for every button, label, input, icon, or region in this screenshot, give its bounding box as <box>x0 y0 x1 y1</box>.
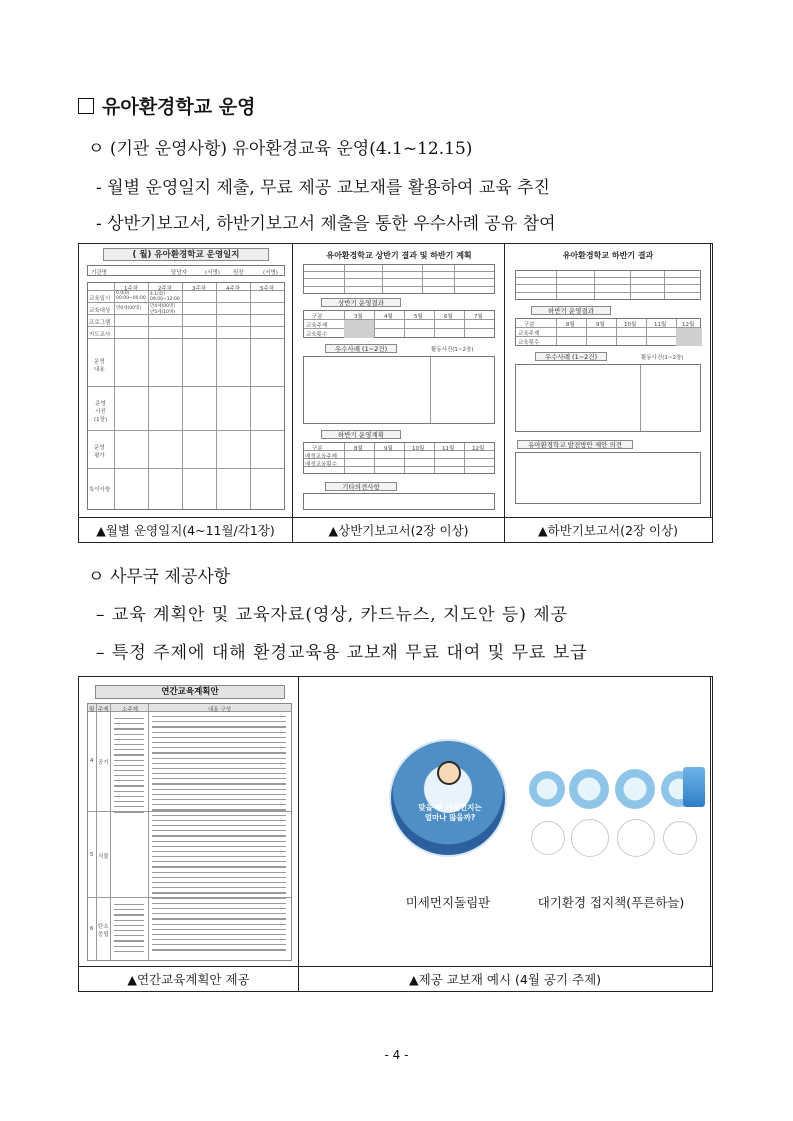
half2-month-8: 8월 <box>566 322 575 328</box>
half1-plan-month-8: 8월 <box>354 446 363 452</box>
annual-plan-thumbnail <box>79 677 299 967</box>
half2-month-label: 구분 <box>524 322 535 328</box>
log-row-photo: 운영 사진 (1장) <box>94 401 108 423</box>
half2-month-10: 10월 <box>624 322 637 328</box>
half1-month-5: 5월 <box>414 314 423 320</box>
half2-month-11: 11월 <box>654 322 667 328</box>
materials-figure <box>78 676 713 992</box>
materials-example-area <box>299 677 711 967</box>
plan-header-topic: 주제 <box>98 707 109 713</box>
half2-section-results: 하반기 운영결과 <box>531 306 611 315</box>
plan-topic-plant: 식물 <box>98 854 109 860</box>
half2-row-topic: 교육주제 <box>518 331 540 337</box>
plan-month-5: 5 <box>90 852 94 858</box>
air-foldbook-image <box>529 769 705 881</box>
log-row-content: 운영 내용 <box>94 359 105 373</box>
fine-dust-spinner-image <box>389 739 507 857</box>
monthly-log-line: - 월별 운영일지 제출, 무료 제공 교보재를 활용하여 교육 추진 <box>96 178 550 198</box>
caption-second-half: ▲하반기보고서(2장 이상) <box>538 523 678 538</box>
child-face-icon <box>437 761 461 785</box>
plan-header-subtopic: 소주제 <box>122 707 138 713</box>
half2-section-proposal: 유아환경학교 발전방안 제안 의견 <box>517 440 633 449</box>
half1-month-6: 6월 <box>444 314 453 320</box>
half1-month-3: 3월 <box>354 314 363 320</box>
report-forms-figure <box>78 243 713 543</box>
half1-section-results: 상반기 운영결과 <box>321 298 401 307</box>
log-field-sign2: (서명) <box>263 270 278 276</box>
operation-line: ㅇ (기관 운영사항) 유아환경교육 운영(4.1~12.15) <box>88 139 473 159</box>
spinner-text: 맞을 땐 미세먼지는 얼마나 많을까? <box>418 803 482 822</box>
half1-section-plan: 하반기 운영계획 <box>321 430 401 439</box>
log-target-2: 만4세(00명) 만5세(10명) <box>150 304 176 315</box>
log-title: ( 월) 유아환경학교 운영일지 <box>103 248 269 261</box>
plan-header-month: 월 <box>89 707 95 713</box>
half1-section-cases: 우수사례 (1~2건) <box>325 344 397 353</box>
half1-month-4: 4월 <box>384 314 393 320</box>
log-row-datetime: 교육일시 <box>89 296 111 302</box>
half1-row-count: 교육횟수 <box>306 332 328 338</box>
second-half-report-thumbnail <box>505 244 711 517</box>
half2-month-9: 9월 <box>596 322 605 328</box>
materials-line: – 교육 계획안 및 교육자료(영상, 카드뉴스, 지도안 등) 제공 <box>96 605 569 625</box>
half2-section-cases: 우수사례 (1~2건) <box>535 352 607 361</box>
half1-plan-topic: 예정교육주제 <box>305 454 337 460</box>
log-time-2: 4.1(화) 09:00~12:00 <box>150 292 180 302</box>
half1-plan-label: 구분 <box>312 446 323 452</box>
half2-row-count: 교육횟수 <box>518 340 540 346</box>
half1-plan-count: 예정교육횟수 <box>305 462 337 468</box>
half2-month-12: 12월 <box>682 322 695 328</box>
plan-month-4: 4 <box>90 758 94 764</box>
log-field-sign: (서명) <box>205 270 220 276</box>
half1-month-7: 7월 <box>474 314 483 320</box>
half1-plan-month-11: 11월 <box>442 446 455 452</box>
log-field-org: 기관명 <box>91 270 107 276</box>
log-week-3: 3주차 <box>192 286 207 292</box>
plan-header-content: 내용 구성 <box>208 707 232 713</box>
caption-materials: ▲제공 교보재 예시 (4월 공기 주제) <box>408 972 602 987</box>
first-half-report-thumbnail <box>293 244 505 517</box>
log-time-1: 0.0(0) 00:00~00:00 <box>116 291 146 301</box>
half1-month-label: 구분 <box>312 314 323 320</box>
plan-topic-carbon: 탄소 중립 <box>98 924 109 938</box>
label-foldbook: 대기환경 접지책(푸른하늘) <box>537 895 685 910</box>
plan-topic-air: 공기 <box>98 760 109 766</box>
monthly-log-thumbnail <box>79 244 293 517</box>
secretariat-line: ㅇ 사무국 제공사항 <box>88 567 231 587</box>
caption-first-half: ▲상반기보고서(2장 이상) <box>293 518 505 543</box>
log-week-2: 2주차 <box>158 286 173 292</box>
report-line: - 상반기보고서, 하반기보고서 제출을 통한 우수사례 공유 참여 <box>96 214 556 234</box>
half1-section-other: 기타의견사항 <box>325 482 397 491</box>
log-week-4: 4주차 <box>226 286 241 292</box>
caption-monthly-log: ▲월별 운영일지(4~11월/각1장) <box>79 518 293 543</box>
checkbox-square-icon <box>78 98 94 114</box>
plan-month-6: 6 <box>90 926 94 932</box>
page-number: - 4 - <box>384 1048 409 1062</box>
half2-photo-label: 활동사진(1~2장) <box>641 355 684 361</box>
log-field-director: 원장 <box>233 270 244 276</box>
log-row-program: 프로그램 <box>89 320 111 326</box>
log-grid <box>87 282 285 510</box>
caption-annual-plan: ▲연간교육계획안 제공 <box>79 967 299 992</box>
half1-photo-label: 활동사진(1~2장) <box>431 347 474 353</box>
half1-plan-month-10: 10월 <box>412 446 425 452</box>
half2-title: 유아환경학교 하반기 결과 <box>562 251 654 260</box>
log-row-teacher: 지도교사 <box>89 332 111 338</box>
rental-line: – 특정 주제에 대해 환경교육용 교보재 무료 대여 및 무료 보급 <box>96 643 588 663</box>
label-spinner: 미세먼지돌림판 <box>405 895 491 910</box>
half1-plan-month-12: 12월 <box>472 446 485 452</box>
half1-row-topic: 교육주제 <box>306 323 328 329</box>
half1-plan-month-9: 9월 <box>384 446 393 452</box>
plan-title: 연간교육계획안 <box>95 685 285 699</box>
log-field-manager: 담당자 <box>171 270 187 276</box>
log-week-1: 1주차 <box>124 286 139 292</box>
log-week-5: 5주차 <box>260 286 275 292</box>
half1-title: 유아환경학교 상반기 결과 및 하반기 계획 <box>326 251 472 260</box>
log-row-target: 교육대상 <box>89 308 111 314</box>
log-target-1: 만0세(00명) <box>116 306 142 311</box>
log-row-eval: 운영 평가 <box>94 445 105 459</box>
section-title: 유아환경학교 운영 <box>78 92 255 119</box>
log-row-notes: 특이사항 <box>89 487 111 493</box>
